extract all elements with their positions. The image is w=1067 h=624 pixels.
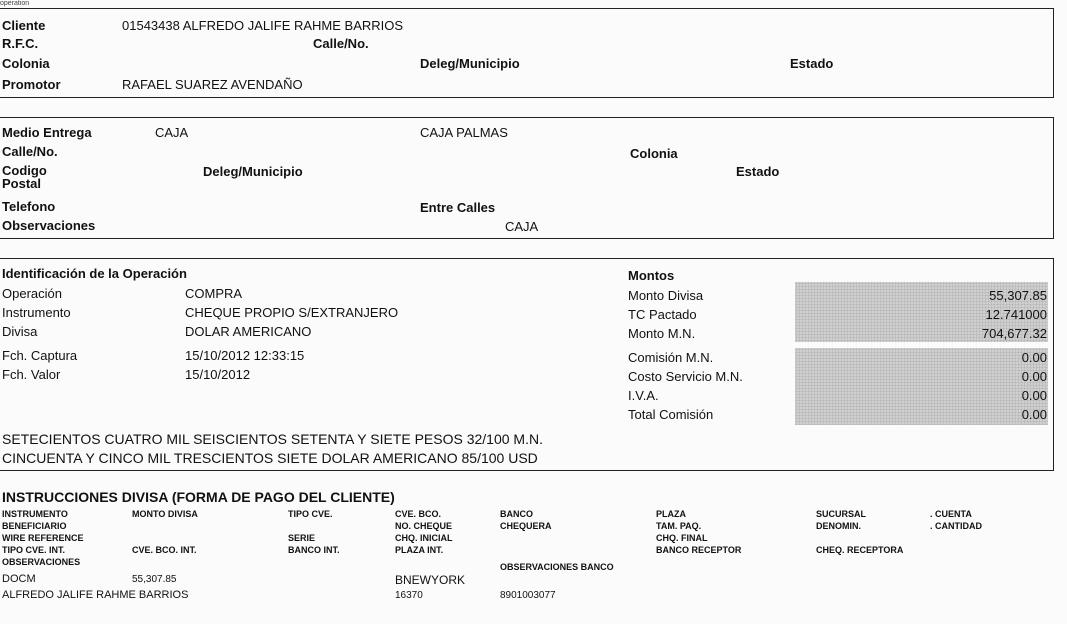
delivery-calle-label: Calle/No.: [2, 144, 58, 159]
h-plaza: PLAZA: [656, 509, 686, 519]
h-chq-final: CHQ. FINAL: [656, 533, 708, 543]
h-sucursal: SUCURSAL: [816, 509, 867, 519]
entre-calles-label: Entre Calles: [420, 200, 496, 215]
instrumento-label: Instrumento: [2, 305, 71, 320]
h-tam-paq: TAM. PAQ.: [656, 521, 702, 531]
delivery-deleg-label: Deleg/Municipio: [203, 164, 303, 179]
comision-mn-value: 0.00: [1021, 350, 1047, 365]
h-banco-int: BANCO INT.: [288, 545, 340, 555]
operation-title: Identificación de la Operación: [2, 266, 187, 281]
h-monto-divisa: MONTO DIVISA: [132, 509, 198, 519]
observaciones-value: CAJA: [505, 219, 539, 234]
promotor-label: Promotor: [2, 77, 61, 92]
h-banco: BANCO: [500, 509, 533, 519]
h-plaza-int: PLAZA INT.: [395, 545, 444, 555]
v-cuenta: 8901003077: [500, 590, 556, 601]
monto-divisa-value: 55,307.85: [989, 288, 1047, 303]
total-comision-label: Total Comisión: [628, 407, 714, 422]
h-no-cheque: NO. CHEQUE: [395, 521, 453, 531]
h-cuenta: . CUENTA: [930, 509, 972, 519]
codigo-label: Codigo: [2, 163, 47, 178]
h-chq-inicial: CHQ. INICIAL: [395, 533, 453, 543]
h-chequera: CHEQUERA: [500, 521, 552, 531]
fch-valor-label: Fch. Valor: [2, 367, 61, 382]
h-tipo-cve: TIPO CVE.: [288, 509, 333, 519]
v-monto: 55,307.85: [132, 574, 177, 585]
h-denomin: DENOMIN.: [816, 521, 861, 531]
operacion-label: Operación: [2, 286, 62, 301]
costo-servicio-value: 0.00: [1021, 369, 1047, 384]
monto-divisa-label: Monto Divisa: [628, 288, 704, 303]
h-observaciones: OBSERVACIONES: [2, 557, 81, 567]
montos-shade-bottom: [795, 348, 1048, 425]
v-instrumento: DOCM: [2, 573, 36, 585]
delivery-colonia-label: Colonia: [630, 146, 678, 161]
medio-entrega-label: Medio Entrega: [2, 125, 92, 140]
fch-captura-label: Fch. Captura: [2, 348, 78, 363]
tc-pactado-value: 12.741000: [985, 307, 1047, 322]
calle-label: Calle/No.: [313, 36, 369, 51]
observaciones-label: Observaciones: [2, 218, 96, 233]
telefono-label: Telefono: [2, 199, 56, 214]
v-beneficiario: ALFREDO JALIFE RAHME BARRIOS: [2, 589, 189, 601]
monto-mn-label: Monto M.N.: [628, 326, 696, 341]
v-plaza-num: 16370: [395, 590, 423, 601]
h-cantidad: . CANTIDAD: [930, 521, 982, 531]
colonia-label: Colonia: [2, 56, 50, 71]
h-serie: SERIE: [288, 533, 316, 543]
h-cve-bco-int: CVE. BCO. INT.: [132, 545, 197, 555]
iva-value: 0.00: [1021, 388, 1047, 403]
medio-entrega-value: CAJA: [155, 125, 189, 140]
v-plaza: BNEWYORK: [395, 573, 466, 587]
fch-valor-value: 15/10/2012: [185, 367, 251, 382]
costo-servicio-label: Costo Servicio M.N.: [628, 369, 743, 384]
cliente-label: Cliente: [2, 18, 46, 33]
postal-label: Postal: [2, 176, 42, 191]
total-comision-value: 0.00: [1021, 407, 1047, 422]
divisa-label: Divisa: [2, 324, 38, 339]
fch-captura-value: 15/10/2012 12:33:15: [185, 348, 305, 363]
amount-in-words-usd: CINCUENTA Y CINCO MIL TRESCIENTOS SIETE DOLAR AMERICANO 85/100 USD: [2, 450, 538, 466]
medio-entrega-value-2: CAJA PALMAS: [420, 125, 508, 140]
cliente-value: 01543438 ALFREDO JALIFE RAHME BARRIOS: [122, 18, 404, 33]
operacion-value: COMPRA: [185, 286, 243, 301]
montos-title: Montos: [628, 268, 675, 283]
amount-in-words-mn: SETECIENTOS CUATRO MIL SEISCIENTOS SETENTA Y SIETE PESOS 32/100 M.N.: [2, 431, 543, 447]
h-instrumento: INSTRUMENTO: [2, 509, 68, 519]
monto-mn-value: 704,677.32: [981, 326, 1047, 341]
deleg-label: Deleg/Municipio: [420, 56, 520, 71]
tc-pactado-label: TC Pactado: [628, 307, 697, 322]
comision-mn-label: Comisión M.N.: [628, 350, 714, 365]
h-obs-banco: OBSERVACIONES BANCO: [500, 562, 614, 572]
rfc-label: R.F.C.: [2, 36, 39, 51]
instrumento-value: CHEQUE PROPIO S/EXTRANJERO: [185, 305, 399, 320]
h-banco-receptor: BANCO RECEPTOR: [656, 545, 742, 555]
h-cve-bco: CVE. BCO.: [395, 509, 442, 519]
estado-label: Estado: [790, 56, 834, 71]
header-note: operation: [0, 0, 30, 7]
divisa-value: DOLAR AMERICANO: [185, 324, 312, 339]
h-tipo-cve-int: TIPO CVE. INT.: [2, 545, 66, 555]
iva-label: I.V.A.: [628, 388, 659, 403]
h-wire-reference: WIRE REFERENCE: [2, 533, 84, 543]
promotor-value: RAFAEL SUAREZ AVENDAÑO: [122, 77, 303, 92]
h-beneficiario: BENEFICIARIO: [2, 521, 67, 531]
delivery-estado-label: Estado: [736, 164, 780, 179]
instructions-title: INSTRUCCIONES DIVISA (FORMA DE PAGO DEL CLIENTE): [2, 489, 395, 505]
h-cheq-receptora: CHEQ. RECEPTORA: [816, 545, 904, 555]
